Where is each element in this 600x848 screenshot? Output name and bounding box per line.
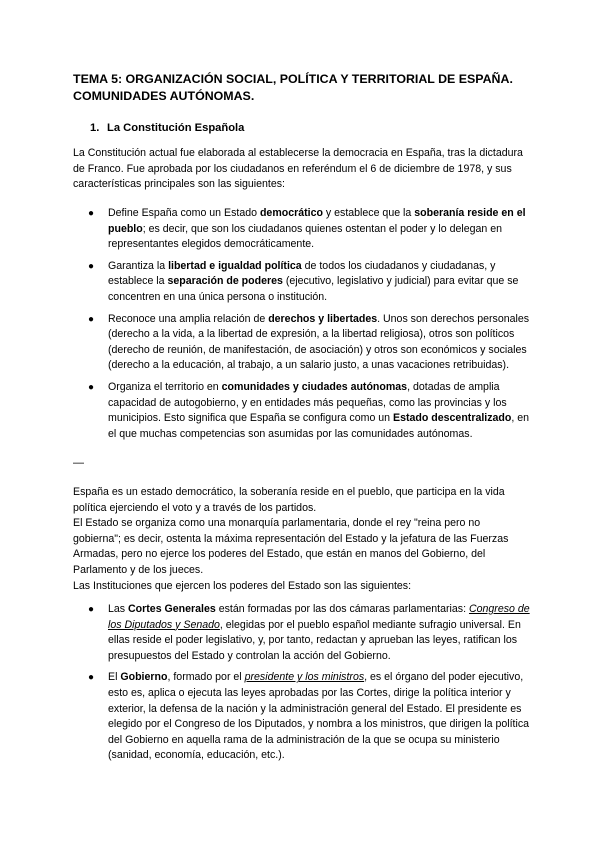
characteristics-list [86,206,531,448]
list-item [86,602,531,664]
bullet-icon: ● [88,672,95,684]
text: Reconoce una amplia relación de [108,312,269,325]
section-number: 1. [90,122,100,134]
paragraph-line: España es un estado democrático, la soberanía reside en el pueblo, que participa en la vida política ejerciendo el voto y a través de los partidos. [73,486,505,514]
document-title: TEMA 5: ORGANIZACIÓN SOCIAL, POLÍTICA Y TERRITORIAL DE ESPAÑA. COMUNIDADES AUTÓNOMAS. [73,72,513,103]
paragraph-line: El Estado se organiza como una monarquía parlamentaria, donde el rey "reina pero no gobierna"; es decir, ostenta la máxima representación del Estado y la jefatura de las Fuerzas Armadas, pero no ejerce los poderes del Estado, que están en manos del Gobierno, del Parlamento y de los jueces. [73,517,509,576]
presidente-ministros-link[interactable]: presidente y los ministros [244,671,365,684]
state-paragraph [73,485,528,594]
text: de todos los ciudadanos y ciudadanas, y establece la [108,259,496,288]
bold-text: Estado descentralizado [393,412,512,425]
text: , dotadas de amplia capacidad de autogobierno, y en entidades más pequeñas, como las provincias y los municipios. Esto significa que España se configura como un [108,380,507,425]
bold-text: soberanía reside en el pueblo [108,207,526,235]
bold-text: Gobierno [120,671,168,684]
text: , en el que muchas competencias son asumidas por las comunidades autónomas. [108,412,530,440]
intro-paragraph: La Constitución actual fue elaborada al establecerse la democracia en España, tras la dictadura de Franco. Fue aprobada por los ciudadanos en referéndum el 6 de diciembre de 1978, y sus características principales son las siguientes: [73,147,523,191]
bold-text: Cortes Generales [128,603,216,615]
text: Las [108,603,129,615]
list-item [86,670,531,764]
bold-text: libertad e igualdad política [168,259,302,272]
bullet-icon: ● [88,260,95,272]
text: , es el órgano del poder ejecutivo, esto es, aplica o ejecuta las leyes aprobadas por las Cortes, dirige la política interior y exterior, la defensa de la nación y la administración general del Estado. El presidente es elegido por el Congreso de los Diputados, y nombra a los ministros, que dirigen la política del Gobierno en aquella rama de la administración de la que se ocupa su ministerio (sanidad, economía, educación, etc.). [108,671,530,762]
section-heading [90,121,244,135]
list-item [86,312,531,374]
congreso-senado-link[interactable]: Congreso de los Diputados y Senado [108,603,530,631]
text: Organiza el territorio en [108,380,222,393]
paragraph-line: Las Instituciones que ejercen los poderes del Estado son las siguientes: [73,579,412,592]
bold-text: comunidades y ciudades autónomas [221,380,408,393]
text: y establece que la [322,207,415,219]
institutions-list [86,602,531,770]
text: , formado por el [167,671,245,684]
bold-text: derechos y libertades [268,312,378,325]
bold-text: separación de poderes [167,275,283,288]
text: (ejecutivo, legislativo y judicial) para evitar que se concentren en una única persona o institución. [108,275,519,303]
text: . Unos son derechos personales (derecho a la vida, a la libertad de expresión, a la libertad religiosa), otros son políticos (derecho de reunión, de manifestación, de asociación) y otros son económicos y sociales (derecho a la educación, al trabajo, a un salario justo, a unas vacaciones retribuidas). [108,312,530,372]
text: Garantiza la [108,259,169,272]
bullet-icon: ● [88,381,95,393]
bullet-icon: ● [88,604,95,615]
bold-text: democrático [259,207,323,219]
text: están formadas por las dos cámaras parlamentarias: [215,603,469,615]
section-title: La Constitución Española [107,122,245,134]
text: El [108,671,121,684]
text: Define España como un Estado [108,207,260,219]
list-item [86,206,531,253]
text: ; es decir, que son los ciudadanos quienes ostentan el poder y lo delegan en representantes elegidos democráticamente. [108,222,503,251]
separator-dash: — [73,457,84,469]
text: , elegidas por el pueblo español mediante sufragio universal. En ellas reside el poder legislativo, y, por tanto, redactan y aprueban las leyes, ratifican los presupuestos del Estado y controlan la acción del Gobierno. [108,618,521,662]
bullet-icon: ● [88,208,95,219]
list-item [86,259,531,306]
bullet-icon: ● [88,313,95,325]
list-item [86,380,531,442]
